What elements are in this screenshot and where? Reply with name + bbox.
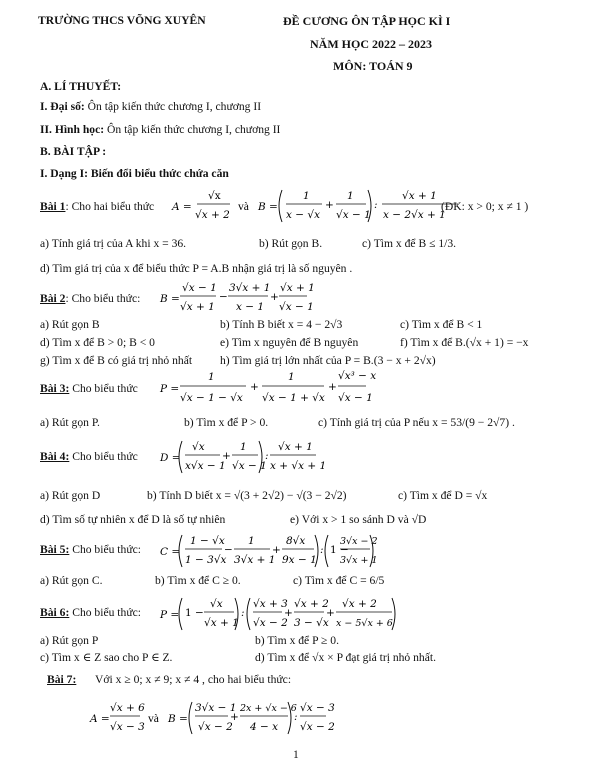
svg-text:1 −: 1 −	[185, 607, 204, 619]
ex7-formula	[88, 698, 335, 738]
document-title: ĐỀ CƯƠNG ÔN TẬP HỌC KÌ I	[283, 14, 451, 28]
svg-text:√x − 2: √x − 2	[198, 721, 233, 733]
ex1-part-a: a) Tính giá trị của A khi x = 36.	[40, 237, 187, 250]
ex6-formula	[158, 594, 398, 634]
ex7-intro: Với x ≥ 0; x ≠ 9; x ≠ 4 , cho hai biểu thức:	[95, 673, 292, 686]
svg-text:√x: √x	[208, 190, 221, 202]
ex4-formula	[158, 437, 327, 477]
svg-text:3√x + 1: 3√x + 1	[229, 282, 271, 294]
svg-text:4 − x: 4 − x	[250, 721, 279, 733]
svg-text:x√x − 1: x√x − 1	[185, 460, 226, 472]
ex1-condition: (ĐK: x > 0; x ≠ 1 )	[441, 200, 529, 213]
ex4-part-a: a) Rút gọn D	[40, 489, 101, 502]
ex2-intro: Bài 2: Cho biểu thức:	[40, 292, 141, 305]
svg-text::: :	[241, 607, 245, 619]
svg-text:D =: D =	[160, 452, 181, 464]
ex2-part-e: e) Tìm x nguyên để B nguyên	[220, 336, 359, 349]
ex1-formula	[170, 186, 466, 226]
ex1-part-c: c) Tìm x để B ≤ 1/3.	[362, 237, 457, 250]
svg-text:+: +	[325, 199, 334, 211]
svg-text:3√x − 1: 3√x − 1	[195, 702, 237, 714]
ex6-part-c: c) Tìm x ∈ Z sao cho P ∈ Z.	[40, 651, 173, 664]
ex3-intro: Bài 3: Cho biểu thức	[40, 382, 138, 395]
svg-text:√x + 2: √x + 2	[342, 598, 377, 610]
svg-text::: :	[265, 450, 269, 462]
ex2-part-b: b) Tính B biết x = 4 − 2√3	[220, 318, 343, 331]
svg-text::: :	[320, 544, 324, 556]
school-year: NĂM HỌC 2022 – 2023	[310, 37, 432, 51]
svg-text:√x + 2: √x + 2	[195, 209, 230, 221]
svg-text:3√x + 1: 3√x + 1	[340, 555, 378, 566]
svg-text:1: 1	[248, 535, 255, 547]
ex3-part-b: b) Tìm x để P > 0.	[184, 416, 269, 429]
ex5-intro: Bài 5: Cho biểu thức:	[40, 543, 141, 556]
subject: MÔN: TOÁN 9	[333, 59, 413, 73]
ex5-formula	[158, 531, 378, 571]
svg-text:P =: P =	[160, 383, 180, 395]
ex7-label: Bài 7:	[47, 673, 77, 686]
svg-text:1: 1	[208, 371, 215, 383]
svg-text:√x: √x	[210, 598, 223, 610]
ex1-part-d: d) Tìm giá trị của x để biểu thức P = A.B nhận giá trị là số nguyên .	[40, 262, 353, 275]
section-exercises: B. BÀI TẬP :	[40, 145, 107, 158]
svg-text:+: +	[222, 450, 231, 462]
svg-text:√x − 1: √x − 1	[338, 392, 373, 404]
svg-text:3√x − 2: 3√x − 2	[340, 536, 378, 547]
ex4-part-c: c) Tìm x để D = √x	[398, 489, 488, 502]
svg-text:√x + 1: √x + 1	[180, 301, 215, 313]
svg-text:√x + 1: √x + 1	[204, 617, 239, 629]
ex6-part-a: a) Rút gọn P	[40, 634, 99, 647]
ex2-part-d: d) Tìm x để B > 0; B < 0	[40, 336, 155, 349]
svg-text:√x − 1 − √x: √x − 1 − √x	[180, 392, 243, 404]
section-theory: A. LÍ THUYẾT:	[40, 80, 122, 93]
svg-text:x − 1: x − 1	[236, 301, 265, 313]
svg-text:+: +	[272, 544, 281, 556]
svg-text:8√x: 8√x	[286, 535, 306, 547]
svg-text:1: 1	[240, 441, 247, 453]
ex5-part-c: c) Tìm x để C = 6/5	[293, 574, 385, 587]
svg-text:x − √x: x − √x	[286, 209, 321, 221]
svg-text:√x − 2: √x − 2	[253, 617, 288, 629]
svg-text:√x + 1: √x + 1	[402, 190, 437, 202]
svg-text:P =: P =	[160, 609, 180, 621]
svg-text:3 − √x: 3 − √x	[294, 617, 329, 629]
svg-text:√x + 3: √x + 3	[253, 598, 288, 610]
svg-text::: :	[294, 711, 298, 723]
svg-text:√x − 1: √x − 1	[182, 282, 217, 294]
ex1-and: và	[238, 200, 249, 213]
svg-text:1 − √x: 1 − √x	[190, 535, 225, 547]
svg-text:+: +	[284, 607, 293, 619]
svg-text::: :	[374, 199, 378, 211]
svg-text:√x − 3: √x − 3	[300, 702, 335, 714]
ex4-part-d: d) Tìm số tự nhiên x để D là số tự nhiên	[40, 513, 226, 526]
svg-text:3√x + 1: 3√x + 1	[234, 554, 276, 566]
school-name: TRƯỜNG THCS VÕNG XUYÊN	[38, 14, 206, 27]
svg-text:C =: C =	[160, 546, 181, 558]
svg-text:1: 1	[303, 190, 310, 202]
svg-text:B =: B =	[160, 293, 180, 305]
ex4-intro: Bài 4: Cho biểu thức	[40, 450, 138, 463]
ex6-part-b: b) Tìm x để P ≥ 0.	[255, 634, 339, 647]
svg-text:A =: A =	[90, 713, 110, 725]
ex4-part-b: b) Tính D biết x = √(3 + 2√2) − √(3 − 2√2)	[147, 489, 347, 502]
ex5-part-a: a) Rút gọn C.	[40, 574, 103, 587]
svg-text:1: 1	[288, 371, 295, 383]
svg-text:1 − 3√x: 1 − 3√x	[185, 554, 227, 566]
ex3-part-a: a) Rút gọn P.	[40, 416, 100, 429]
svg-text:√x³ − x: √x³ − x	[338, 370, 377, 382]
ex3-part-c: c) Tính giá trị của P nếu x = 53/(9 − 2√7) .	[318, 416, 515, 429]
svg-text:√x − 1: √x − 1	[336, 209, 371, 221]
ex6-part-d: d) Tìm x để √x × P đạt giá trị nhỏ nhất.	[255, 651, 436, 664]
svg-text:1: 1	[347, 190, 354, 202]
svg-text:x + √x + 1: x + √x + 1	[270, 460, 327, 472]
svg-text:x − 5√x + 6: x − 5√x + 6	[336, 618, 393, 629]
ex2-part-g: g) Tìm x để B có giá trị nhỏ nhất	[40, 354, 193, 367]
svg-text:√x − 1: √x − 1	[279, 301, 314, 313]
ex6-intro: Bài 6: Cho biểu thức:	[40, 606, 141, 619]
svg-text:√x − 1 + √x: √x − 1 + √x	[262, 392, 325, 404]
svg-text:+: +	[326, 607, 335, 619]
ex3-formula	[158, 367, 377, 409]
svg-text:√x + 1: √x + 1	[278, 441, 313, 453]
svg-text:+: +	[328, 381, 337, 393]
svg-text:√x + 6: √x + 6	[110, 702, 145, 714]
svg-text:+: +	[230, 711, 239, 723]
theory-geometry: II. Hình học: Ôn tập kiến thức chương I, chương II	[40, 123, 281, 136]
ex1-part-b: b) Rút gọn B.	[259, 237, 323, 250]
ex5-part-b: b) Tìm x để C ≥ 0.	[155, 574, 241, 587]
svg-text:B =: B =	[258, 201, 278, 213]
ex1-intro: Bài 1: Cho hai biểu thức	[40, 200, 155, 213]
ex2-part-h: h) Tìm giá trị lớn nhất của P = B.(3 − x + 2√x)	[220, 354, 436, 367]
svg-text:√x − 2: √x − 2	[300, 721, 335, 733]
svg-text:√x − 1: √x − 1	[232, 460, 267, 472]
ex7-and: và	[148, 712, 159, 725]
page-number: 1	[293, 748, 299, 761]
ex2-part-c: c) Tìm x để B < 1	[400, 318, 483, 331]
svg-text:1 −: 1 −	[330, 544, 349, 556]
ex2-formula	[158, 278, 315, 318]
type1-heading: I. Dạng I: Biến đổi biểu thức chứa căn	[40, 167, 229, 180]
svg-text:−: −	[219, 291, 228, 303]
ex2-part-f: f) Tìm x để B.(√x + 1) = −x	[400, 336, 529, 349]
svg-text:√x − 3: √x − 3	[110, 721, 145, 733]
svg-text:√x + 2: √x + 2	[294, 598, 329, 610]
svg-text:+: +	[250, 381, 259, 393]
svg-text:x − 2√x + 1: x − 2√x + 1	[383, 209, 446, 221]
svg-text:A =: A =	[172, 201, 192, 213]
svg-text:9x − 1: 9x − 1	[282, 554, 317, 566]
svg-text:√x + 1: √x + 1	[280, 282, 315, 294]
svg-text:+: +	[270, 291, 279, 303]
svg-text:B =: B =	[168, 713, 188, 725]
theory-algebra: I. Đại số: Ôn tập kiến thức chương I, chương II	[40, 100, 262, 113]
ex2-part-a: a) Rút gọn B	[40, 318, 100, 331]
svg-text:√x: √x	[192, 441, 205, 453]
ex4-part-e: e) Với x > 1 so sánh D và √D	[290, 513, 427, 526]
svg-text:2x + √x − 6: 2x + √x − 6	[240, 703, 297, 714]
svg-text:−: −	[224, 544, 233, 556]
